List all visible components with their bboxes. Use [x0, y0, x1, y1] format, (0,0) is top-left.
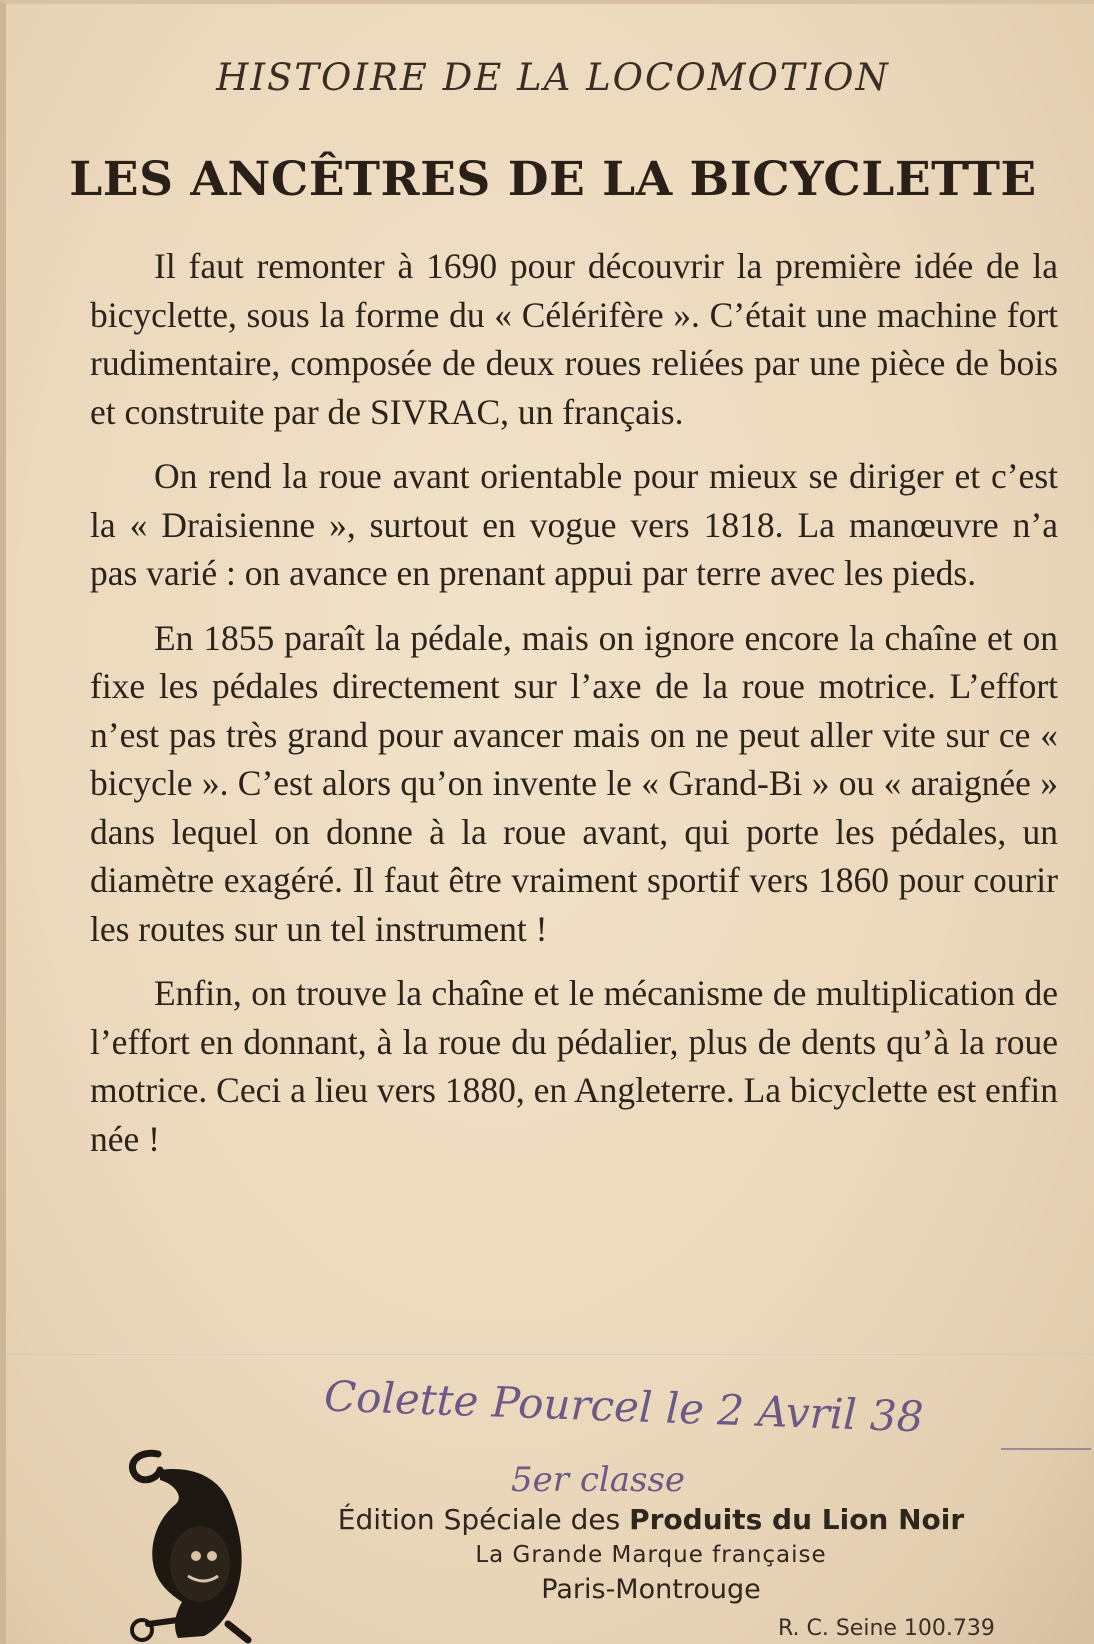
body-text: [90, 242, 1058, 1179]
handwritten-note: 5er classe: [511, 1460, 686, 1500]
paragraph-4: Enfin, on trouve la chaîne et le mécanisme de multiplication de l’effort en donnant, à la roue du pédalier, plus de dents qu’à la roue motrice. Ceci a lieu vers 1880, en Angleterre. La bicyclette est enfin née !: [90, 973, 1058, 1159]
imprint-edition-brand: Produits du Lion Noir: [629, 1503, 965, 1536]
paragraph-2: On rend la roue avant orientable pour mieux se diriger et c’est la « Draisienne », surtout en vogue vers 1818. La manœuvre n’a pas varié : on avance en prenant appui par terre avec les pieds.: [90, 456, 1058, 593]
page-title: LES ANCÊTRES DE LA BICYCLETTE: [69, 152, 1037, 207]
paragraph-3: En 1855 paraît la pédale, mais on ignore encore la chaîne et on fixe les pédales directement sur l’axe de la roue motrice. L’effort n’est pas très grand pour avancer mais on ne peut aller vite sur ce « bicycle ». C’est alors qu’on invente le « Grand-Bi » ou « araignée » dans lequel on donne à la roue avant, qui porte les pédales, un diamètre exagéré. Il faut être vraiment sportif vers 1860 pour courir les routes sur un tel instrument !: [90, 617, 1058, 949]
imprint-edition: [256, 1503, 1046, 1536]
faint-rule: [6, 1354, 1094, 1355]
imprint-tagline: La Grande Marque française: [475, 1542, 827, 1568]
imprint-edition-prefix: Édition Spéciale des: [337, 1503, 621, 1536]
handwritten-signature: Colette Pourcel le 2 Avril 38: [323, 1371, 925, 1442]
series-heading: HISTOIRE DE LA LOCOMOTION: [216, 56, 890, 99]
handwritten-stroke: [1001, 1448, 1091, 1450]
paragraph-1: Il faut remonter à 1690 pour découvrir la première idée de la bicyclette, sous la forme du « Célérifère ». C’était une machine fort rudimentaire, composée de deux roues reliées par une pièce de bois et construite par de SIVRAC, un français.: [90, 246, 1058, 432]
imprint-city: Paris-Montrouge: [541, 1574, 761, 1605]
black-lion-logo-icon: [118, 1444, 278, 1644]
registration-number: R. C. Seine 100.739: [778, 1616, 995, 1641]
